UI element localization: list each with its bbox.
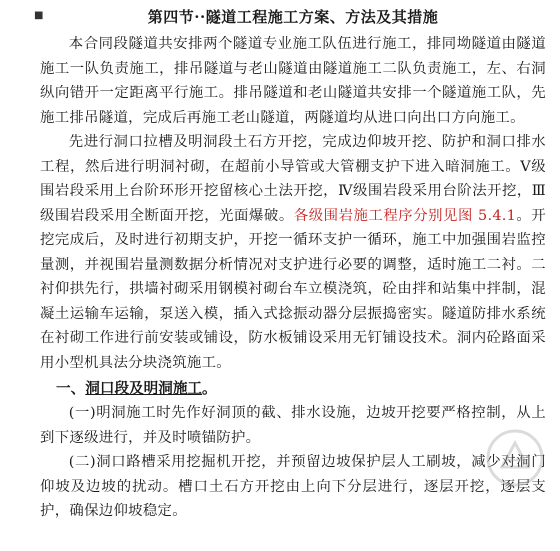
item-2: (二)洞口路槽采用挖掘机开挖，并预留边坡保护层人工刷坡，减少对洞门仰坡及边坡的扰动。槽口土石方开挖由上向下分层进行，逐层开挖，逐层支护，确保边仰坡稳定。 [40,454,546,519]
item-1: (一)明洞施工时先作好洞顶的截、排水设施，边坡开挖要严格控制，从上到下逐级进行，并及时喷锚防护。 [40,405,546,446]
subsection-number: 一、 [56,380,86,397]
section-title: 第四节··隧道工程施工方案、方法及其措施 [147,8,439,26]
paragraph-2 [40,130,546,375]
subsection-heading [40,376,546,401]
figure-reference-link: 各级围岩施工程序分别见图 5.4.1 [293,207,517,224]
watermark-logo-icon [484,427,546,489]
bullet-marker: ■ [34,10,44,21]
paragraph-1: 本合同段隧道共安排两个隧道专业施工队伍进行施工，排同坳隧道由隧道施工一队负责施工，排吊隧道与老山隧道由隧道施工二队负责施工，左、右洞纵向错开一定距离平行施工。排吊隧道和老山隧道共安排一个隧道施工队，先施工排吊隧道，完成后再施工老山隧道，两隧道均从进口向出口方向施工。 [40,36,546,126]
paragraph-2-text-b: 。开挖完成后，及时进行初期支护，开挖一循环支护一循环，施工中加强围岩监控量测，并视围岩量测数据分析情况对支护进行必要的调整，适时施工二衬。二衬仰拱先行，拱墙衬砌采用钢模衬砌台车立模浇筑，砼由拌和站集中拌制，混凝土运输车运输，泵送入模，插入式捻振动器分层振捣密实。隧道防排水系统在衬砌工作进行前安装或铺设，防水板铺设采用无钉铺设技术。洞内砼路面采用小型机具法分块浇筑施工。 [40,207,546,371]
subsection-title: 洞口段及明洞施工 [85,380,203,397]
paragraph-2-text-a: 先进行洞口拉槽及明洞段土石方开挖，完成边仰坡开挖、防护和洞口排水工程，然后进行明洞衬砌，在超前小导管或大管棚支护下进入暗洞施工。Ⅴ级围岩段采用上台阶环形开挖留核心土法开挖，Ⅳ级围岩段采用台阶法开挖，Ⅲ级围岩段采用全断面开挖，光面爆破。 [40,134,546,224]
subsection-punct: 。 [202,380,217,397]
